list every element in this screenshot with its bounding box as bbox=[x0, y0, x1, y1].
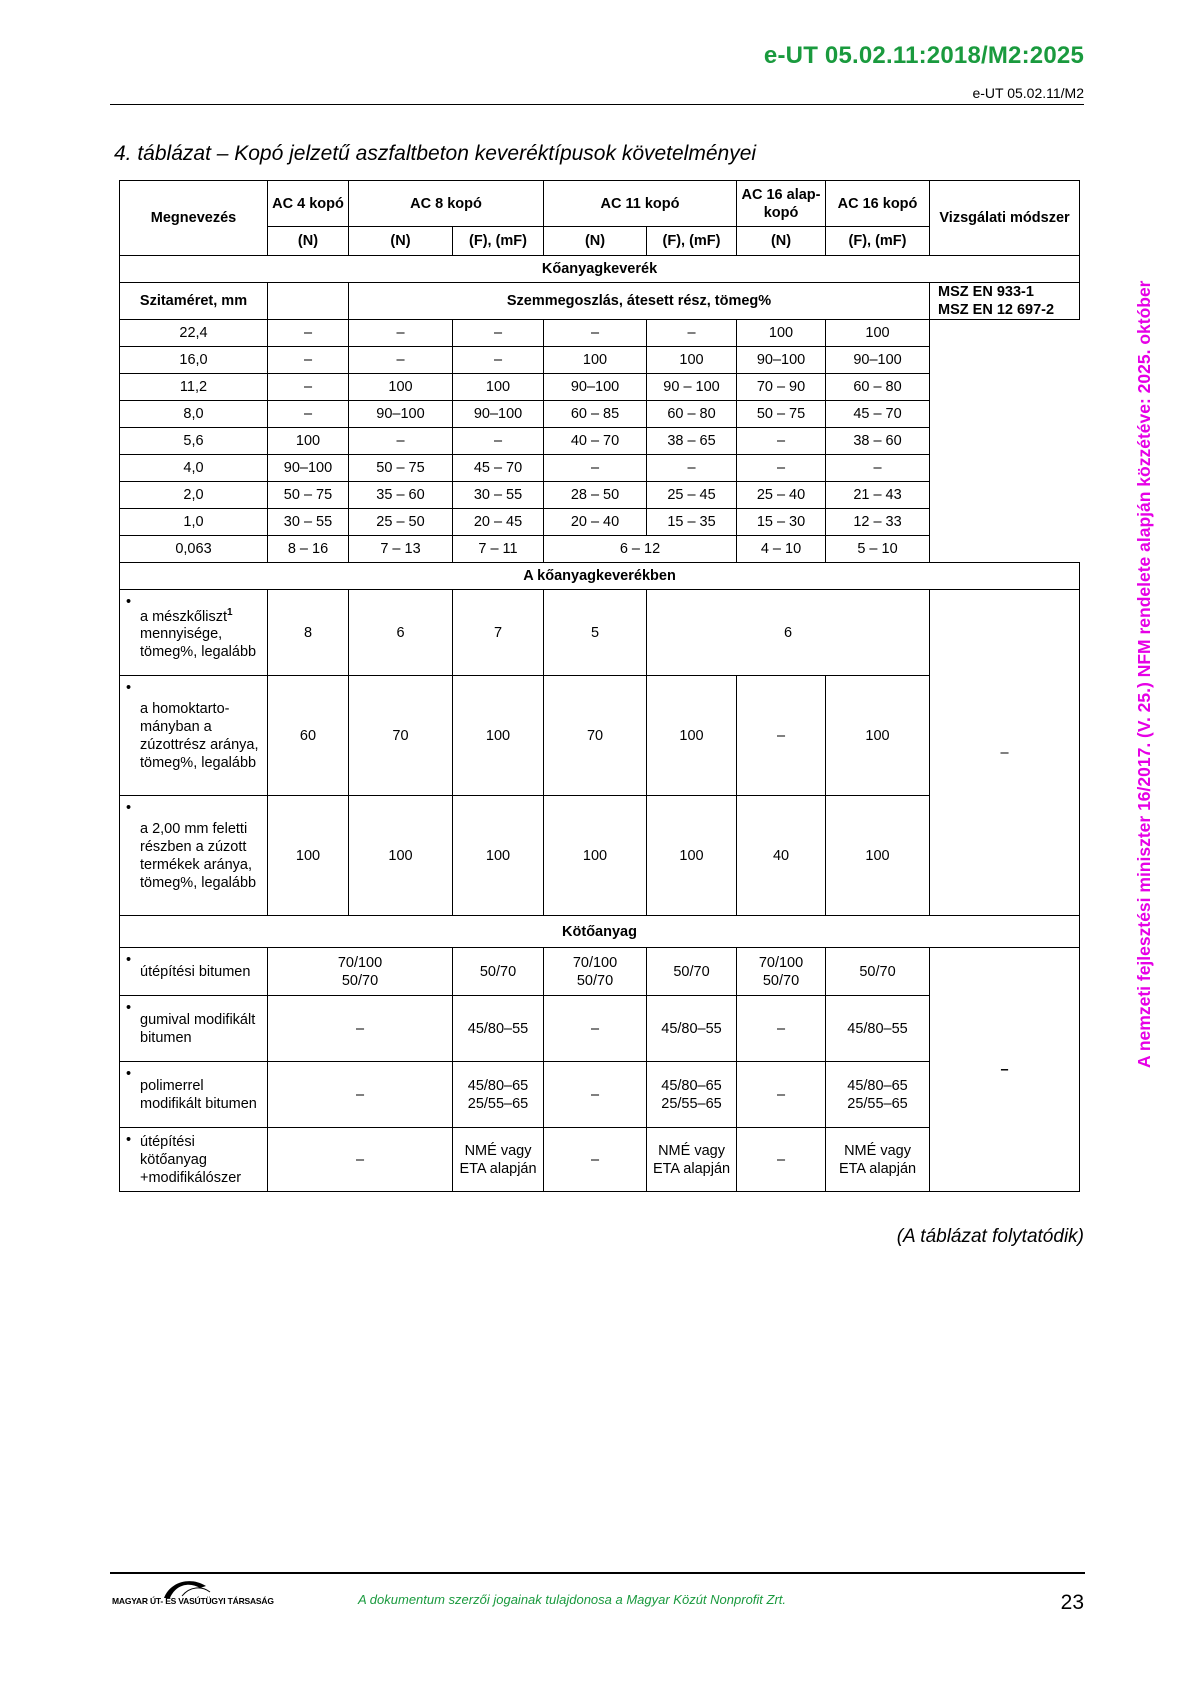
value: – bbox=[737, 1128, 826, 1192]
value: 100 bbox=[268, 796, 349, 916]
society-logo bbox=[112, 1576, 274, 1616]
row-label-road-bitumen: • útépítési bitumen bbox=[120, 948, 268, 996]
grading-value: 8 – 16 bbox=[268, 536, 349, 563]
table-row bbox=[120, 590, 1080, 676]
grading-value: – bbox=[453, 320, 544, 347]
grading-value: – bbox=[453, 347, 544, 374]
grading-value: 100 bbox=[544, 347, 647, 374]
grading-value: 38 – 60 bbox=[826, 428, 930, 455]
grading-header-row bbox=[120, 283, 1080, 320]
grading-value: 50 – 75 bbox=[349, 455, 453, 482]
header-name: Megnevezés bbox=[120, 181, 268, 256]
header-subcol: (N) bbox=[349, 227, 453, 256]
value: 100 bbox=[826, 796, 930, 916]
value: – bbox=[544, 996, 647, 1062]
value: 40 bbox=[737, 796, 826, 916]
value: 7 bbox=[453, 590, 544, 676]
grading-value: 7 – 13 bbox=[349, 536, 453, 563]
header-subcol: (F), (mF) bbox=[647, 227, 737, 256]
header-subcol: (N) bbox=[737, 227, 826, 256]
value: 100 bbox=[349, 796, 453, 916]
table-row bbox=[120, 374, 1080, 401]
table-continues-note: (A táblázat folytatódik) bbox=[896, 1226, 1084, 1247]
header-subcol: (N) bbox=[268, 227, 349, 256]
grading-value: 21 – 43 bbox=[826, 482, 930, 509]
grading-value: – bbox=[349, 320, 453, 347]
grading-value: 6 – 12 bbox=[544, 536, 737, 563]
table-row bbox=[120, 428, 1080, 455]
grading-value: 7 – 11 bbox=[453, 536, 544, 563]
grading-value: – bbox=[268, 347, 349, 374]
section-row bbox=[120, 256, 1080, 283]
value: 70/100 50/70 bbox=[737, 948, 826, 996]
document-code-short: e-UT 05.02.11/M2 bbox=[972, 85, 1084, 101]
value: – bbox=[737, 676, 826, 796]
grading-value: 4 – 10 bbox=[737, 536, 826, 563]
grading-value: 60 – 80 bbox=[647, 401, 737, 428]
table-row bbox=[120, 536, 1080, 563]
sieve-size: 2,0 bbox=[120, 482, 268, 509]
grading-value: 60 – 85 bbox=[544, 401, 647, 428]
value: 45/80–55 bbox=[647, 996, 737, 1062]
grading-value: – bbox=[453, 428, 544, 455]
grading-value: – bbox=[544, 455, 647, 482]
grading-value: 25 – 45 bbox=[647, 482, 737, 509]
value: 100 bbox=[453, 796, 544, 916]
table-row bbox=[120, 320, 1080, 347]
value: NMÉ vagy ETA alapján bbox=[647, 1128, 737, 1192]
value: 45/80–65 25/55–65 bbox=[826, 1062, 930, 1128]
grading-value: 100 bbox=[737, 320, 826, 347]
grading-value: – bbox=[647, 455, 737, 482]
value: 70/100 50/70 bbox=[544, 948, 647, 996]
grading-value: 90–100 bbox=[737, 347, 826, 374]
row-label-crushed-coarse: • a 2,00 mm feletti részben a zúzott termékek aránya, tömeg%, legalább bbox=[120, 796, 268, 916]
grading-value: 50 – 75 bbox=[737, 401, 826, 428]
value: 5 bbox=[544, 590, 647, 676]
value: 60 bbox=[268, 676, 349, 796]
header-method: Vizsgálati módszer bbox=[930, 181, 1080, 256]
footer-divider bbox=[110, 1572, 1085, 1574]
section-row bbox=[120, 916, 1080, 948]
value: 6 bbox=[349, 590, 453, 676]
grading-value: 90–100 bbox=[453, 401, 544, 428]
grading-value: – bbox=[268, 401, 349, 428]
row-label-binder-modifier: • útépítési kötőanyag +modifikálószer bbox=[120, 1128, 268, 1192]
value: 100 bbox=[544, 796, 647, 916]
requirements-table bbox=[119, 180, 1080, 1192]
grading-value: 45 – 70 bbox=[453, 455, 544, 482]
grading-value: 25 – 40 bbox=[737, 482, 826, 509]
header-group: AC 16 alap-kopó bbox=[737, 181, 826, 227]
grading-value: 15 – 30 bbox=[737, 509, 826, 536]
row-label-crushed-sand: • a homoktarto-mányban a zúzottrész aránya, tömeg%, legalább bbox=[120, 676, 268, 796]
grading-value: 20 – 45 bbox=[453, 509, 544, 536]
grading-value: – bbox=[349, 347, 453, 374]
table-row bbox=[120, 401, 1080, 428]
value: – bbox=[544, 1062, 647, 1128]
grading-value: – bbox=[737, 428, 826, 455]
grading-value: – bbox=[544, 320, 647, 347]
grading-value: 35 – 60 bbox=[349, 482, 453, 509]
value: 45/80–65 25/55–65 bbox=[453, 1062, 544, 1128]
grading-value: 40 – 70 bbox=[544, 428, 647, 455]
binder-method: – bbox=[930, 948, 1080, 1192]
row-label-rubber-modified: • gumival modifikált bitumen bbox=[120, 996, 268, 1062]
grading-value: 100 bbox=[647, 347, 737, 374]
grading-value: 90–100 bbox=[826, 347, 930, 374]
value: 45/80–65 25/55–65 bbox=[647, 1062, 737, 1128]
value: 70 bbox=[544, 676, 647, 796]
header-subcol: (F), (mF) bbox=[453, 227, 544, 256]
section-binder: Kötőanyag bbox=[120, 916, 1080, 948]
grading-method: MSZ EN 933-1 MSZ EN 12 697-2 bbox=[930, 283, 1080, 320]
sieve-size: 22,4 bbox=[120, 320, 268, 347]
grading-value: 100 bbox=[826, 320, 930, 347]
header-divider bbox=[110, 104, 1084, 105]
grading-value: 90–100 bbox=[268, 455, 349, 482]
value: 50/70 bbox=[647, 948, 737, 996]
value: 70 bbox=[349, 676, 453, 796]
grading-value: 30 – 55 bbox=[453, 482, 544, 509]
grading-value: 90 – 100 bbox=[647, 374, 737, 401]
grading-value: 30 – 55 bbox=[268, 509, 349, 536]
sieve-size: 4,0 bbox=[120, 455, 268, 482]
value: – bbox=[737, 996, 826, 1062]
value: 50/70 bbox=[453, 948, 544, 996]
row-label-filler: • a mészkőliszt$^1$ mennyisége, tömeg%, legalább bbox=[120, 590, 268, 676]
sieve-size: 1,0 bbox=[120, 509, 268, 536]
section-aggregate: Kőanyagkeverék bbox=[120, 256, 1080, 283]
value: – bbox=[544, 1128, 647, 1192]
row-label-polymer-modified: • polimerrel modifikált bitumen bbox=[120, 1062, 268, 1128]
grading-value: 20 – 40 bbox=[544, 509, 647, 536]
value: 50/70 bbox=[826, 948, 930, 996]
table-row bbox=[120, 948, 1080, 996]
publication-side-note: A nemzeti fejlesztési miniszter 16/2017. (V. 25.) NFM rendelete alapján közzétéve: 2025. október bbox=[1134, 280, 1154, 1068]
value: 6 bbox=[647, 590, 930, 676]
section-in-aggregate: A kőanyagkeverékben bbox=[120, 563, 1080, 590]
sieve-size: 5,6 bbox=[120, 428, 268, 455]
header-row-groups bbox=[120, 181, 1080, 227]
table-title: 4. táblázat – Kopó jelzetű aszfaltbeton keveréktípusok követelményei bbox=[114, 142, 757, 165]
grading-value: 100 bbox=[453, 374, 544, 401]
grading-value: 15 – 35 bbox=[647, 509, 737, 536]
copyright-notice: A dokumentum szerzői jogainak tulajdonosa a Magyar Közút Nonprofit Zrt. bbox=[358, 1592, 787, 1607]
sieve-size: 16,0 bbox=[120, 347, 268, 374]
sieve-size-header: Szitaméret, mm bbox=[120, 283, 268, 320]
grading-value: 60 – 80 bbox=[826, 374, 930, 401]
header-group: AC 16 kopó bbox=[826, 181, 930, 227]
value: – bbox=[268, 1128, 453, 1192]
grading-value: 25 – 50 bbox=[349, 509, 453, 536]
logo-text: MAGYAR ÚT- ÉS VASÚTÜGYI TÁRSASÁG bbox=[112, 1596, 274, 1606]
table-row bbox=[120, 347, 1080, 374]
section-row bbox=[120, 563, 1080, 590]
header-subcol: (F), (mF) bbox=[826, 227, 930, 256]
document-code: e-UT 05.02.11:2018/M2:2025 bbox=[763, 42, 1084, 69]
grading-value: 45 – 70 bbox=[826, 401, 930, 428]
sieve-size: 0,063 bbox=[120, 536, 268, 563]
grading-value: – bbox=[647, 320, 737, 347]
grading-value: – bbox=[349, 428, 453, 455]
value: 45/80–55 bbox=[826, 996, 930, 1062]
grading-value: – bbox=[826, 455, 930, 482]
grading-value: 38 – 65 bbox=[647, 428, 737, 455]
grading-value: 12 – 33 bbox=[826, 509, 930, 536]
value: 100 bbox=[647, 796, 737, 916]
value: – bbox=[737, 1062, 826, 1128]
grading-value: 100 bbox=[268, 428, 349, 455]
value: NMÉ vagy ETA alapján bbox=[453, 1128, 544, 1192]
grading-value: 5 – 10 bbox=[826, 536, 930, 563]
value: 8 bbox=[268, 590, 349, 676]
grading-value: – bbox=[737, 455, 826, 482]
value: 100 bbox=[826, 676, 930, 796]
grading-value: 28 – 50 bbox=[544, 482, 647, 509]
sieve-size: 8,0 bbox=[120, 401, 268, 428]
grading-value: – bbox=[268, 374, 349, 401]
header-subcol: (N) bbox=[544, 227, 647, 256]
table-row bbox=[120, 509, 1080, 536]
value: – bbox=[268, 996, 453, 1062]
value: 45/80–55 bbox=[453, 996, 544, 1062]
grading-value: 90–100 bbox=[544, 374, 647, 401]
table-row bbox=[120, 455, 1080, 482]
header-group: AC 11 kopó bbox=[544, 181, 737, 227]
grading-value: 70 – 90 bbox=[737, 374, 826, 401]
grading-value: 100 bbox=[349, 374, 453, 401]
grading-value: 50 – 75 bbox=[268, 482, 349, 509]
value: – bbox=[268, 1062, 453, 1128]
value: 100 bbox=[647, 676, 737, 796]
header-group: AC 8 kopó bbox=[349, 181, 544, 227]
grading-value: 90–100 bbox=[349, 401, 453, 428]
value: 100 bbox=[453, 676, 544, 796]
grading-value: – bbox=[268, 320, 349, 347]
distribution-header: Szemmegoszlás, átesett rész, tömeg% bbox=[349, 283, 930, 320]
header-group: AC 4 kopó bbox=[268, 181, 349, 227]
sieve-size: 11,2 bbox=[120, 374, 268, 401]
value: 70/100 50/70 bbox=[268, 948, 453, 996]
value: NMÉ vagy ETA alapján bbox=[826, 1128, 930, 1192]
table-row bbox=[120, 482, 1080, 509]
in-aggregate-method: – bbox=[930, 590, 1080, 916]
page-number: 23 bbox=[1060, 1591, 1084, 1614]
